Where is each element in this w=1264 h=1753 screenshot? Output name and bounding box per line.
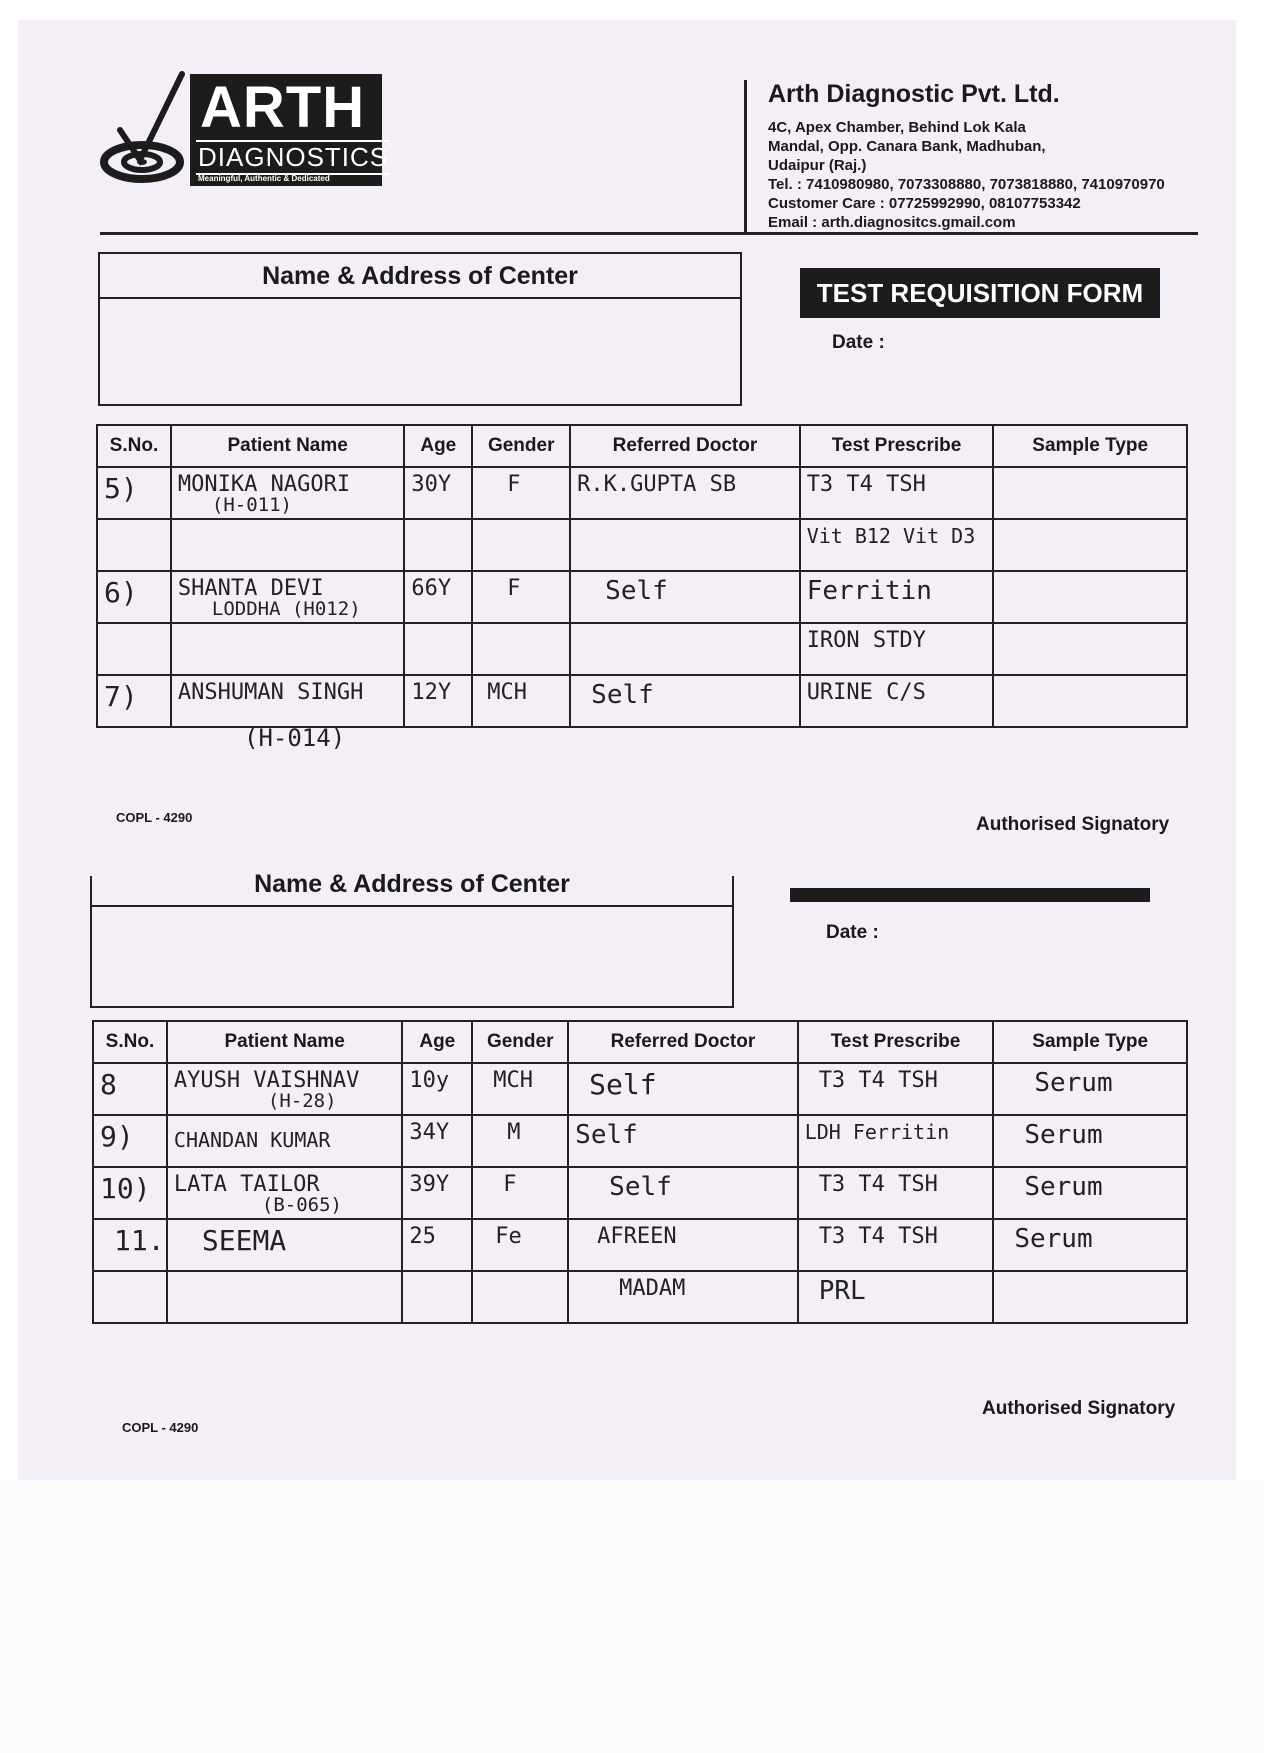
logo-tagline: Meaningful, Authentic & Dedicated: [198, 174, 330, 183]
cell-patient-name: MONIKA NAGORI (H-011): [171, 467, 404, 519]
cell-patient-name: [171, 519, 404, 571]
cell-sample: [993, 623, 1187, 675]
center-box-divider: [100, 297, 740, 299]
col-age: Age: [402, 1021, 472, 1063]
col-referred-doctor: Referred Doctor: [568, 1021, 798, 1063]
cell-sample: Serum: [993, 1063, 1187, 1115]
scan-background: [0, 1480, 1264, 1753]
cell-sample: [993, 571, 1187, 623]
cell-sno: 11.: [93, 1219, 167, 1271]
cell-age: 34Y: [402, 1115, 472, 1167]
cell-doctor: MADAM: [568, 1271, 798, 1323]
cell-patient-name: SHANTA DEVI LODDHA (H012): [171, 571, 404, 623]
cell-gender: F: [472, 571, 570, 623]
table-row: [93, 1115, 1187, 1167]
table-row: [93, 1063, 1187, 1115]
cell-age: [404, 623, 472, 675]
address-line: Mandal, Opp. Canara Bank, Madhuban,: [768, 138, 1046, 155]
company-name: Arth Diagnostic Pvt. Ltd.: [768, 80, 1060, 108]
cell-test: T3 T4 TSH: [798, 1219, 994, 1271]
cell-gender: [472, 623, 570, 675]
cell-patient-name: [171, 623, 404, 675]
cell-doctor: AFREEN: [568, 1219, 798, 1271]
logo-wordmark: [190, 74, 389, 186]
cell-test: T3 T4 TSH: [798, 1063, 994, 1115]
cell-gender: F: [472, 1167, 568, 1219]
cell-test: IRON STDY: [800, 623, 994, 675]
cell-doctor: Self: [568, 1115, 798, 1167]
table-row: [97, 571, 1187, 623]
cell-doctor: Self: [568, 1063, 798, 1115]
cell-sno: 8: [93, 1063, 167, 1115]
cell-sample: [993, 675, 1187, 727]
col-test-prescribe: Test Prescribe: [798, 1021, 994, 1063]
cell-sample: [993, 467, 1187, 519]
table-row: [97, 467, 1187, 519]
cell-test: T3 T4 TSH: [798, 1167, 994, 1219]
col-gender: Gender: [472, 1021, 568, 1063]
cell-sample: [993, 1271, 1187, 1323]
form-code: COPL - 4290: [116, 810, 193, 825]
logo-sub: DIAGNOSTICS: [196, 140, 390, 175]
form-title: TEST REQUISITION FORM: [800, 268, 1160, 318]
cell-sno: [97, 623, 171, 675]
cell-sample: Serum: [993, 1115, 1187, 1167]
table-row: [97, 675, 1187, 727]
col-sno: S.No.: [97, 425, 171, 467]
cell-sample: [993, 519, 1187, 571]
cell-sno: 6): [97, 571, 171, 623]
cell-gender: M: [472, 1115, 568, 1167]
table-header-row: [97, 425, 1187, 467]
logo-brand: ARTH: [200, 75, 366, 140]
table-row: [93, 1167, 1187, 1219]
col-gender: Gender: [472, 425, 570, 467]
cell-test: T3 T4 TSH: [800, 467, 994, 519]
cell-doctor: Self: [568, 1167, 798, 1219]
cell-doctor: Self: [570, 675, 800, 727]
cell-patient-name: LATA TAILOR (B-065): [167, 1167, 402, 1219]
cell-patient-name: SEEMA: [167, 1219, 402, 1271]
col-referred-doctor: Referred Doctor: [570, 425, 800, 467]
col-patient-name: Patient Name: [167, 1021, 402, 1063]
requisition-table: [96, 424, 1188, 728]
col-patient-name: Patient Name: [171, 425, 404, 467]
col-sample-type: Sample Type: [993, 425, 1187, 467]
form-title-bar: [790, 888, 1150, 902]
cell-doctor: [570, 623, 800, 675]
form-code: COPL - 4290: [122, 1420, 199, 1435]
center-address-box: [90, 870, 734, 1008]
col-sample-type: Sample Type: [993, 1021, 1187, 1063]
cell-gender: [472, 519, 570, 571]
cell-sno: 10): [93, 1167, 167, 1219]
cell-gender: [472, 1271, 568, 1323]
address-line: 4C, Apex Chamber, Behind Lok Kala: [768, 119, 1026, 136]
center-address-box: [98, 252, 742, 406]
cell-sample: Serum: [993, 1219, 1187, 1271]
cell-age: [402, 1271, 472, 1323]
cell-patient-name: AYUSH VAISHNAV (H-28): [167, 1063, 402, 1115]
cell-gender: Fe: [472, 1219, 568, 1271]
phone-line: Tel. : 7410980980, 7073308880, 7073818880, 7410970970: [768, 176, 1165, 193]
cell-test: URINE C/S: [800, 675, 994, 727]
center-box-title: Name & Address of Center: [254, 870, 570, 898]
table-row: [93, 1271, 1187, 1323]
authorised-signatory: Authorised Signatory: [976, 814, 1170, 835]
cell-test: Vit B12 Vit D3: [800, 519, 994, 571]
email-line: Email : arth.diagnositcs.gmail.com: [768, 214, 1016, 231]
authorised-signatory: Authorised Signatory: [982, 1398, 1176, 1419]
cell-sno: 9): [93, 1115, 167, 1167]
target-check-icon: [100, 70, 190, 190]
cell-gender: F: [472, 467, 570, 519]
cell-age: 30Y: [404, 467, 472, 519]
cell-sno: [97, 519, 171, 571]
cell-test: Ferritin: [800, 571, 994, 623]
cell-doctor: [570, 519, 800, 571]
cell-sno: 7): [97, 675, 171, 727]
col-sno: S.No.: [93, 1021, 167, 1063]
cell-patient-name: ANSHUMAN SINGH: [171, 675, 404, 727]
col-age: Age: [404, 425, 472, 467]
cell-age: 66Y: [404, 571, 472, 623]
cell-gender: MCH: [472, 675, 570, 727]
cell-patient-name: [167, 1271, 402, 1323]
cell-gender: MCH: [472, 1063, 568, 1115]
cell-sno: [93, 1271, 167, 1323]
table-row: [97, 519, 1187, 571]
date-label: Date :: [832, 332, 885, 353]
cell-age: 10y: [402, 1063, 472, 1115]
header-rule: [100, 232, 1198, 235]
cell-test: LDH Ferritin: [798, 1115, 994, 1167]
header-divider: [744, 80, 747, 235]
cell-sample: Serum: [993, 1167, 1187, 1219]
address-line: Udaipur (Raj.): [768, 157, 867, 174]
table-header-row: [93, 1021, 1187, 1063]
cell-age: 25: [402, 1219, 472, 1271]
table-row: [93, 1219, 1187, 1271]
cell-age: 39Y: [402, 1167, 472, 1219]
table-row: [97, 623, 1187, 675]
cell-age: [404, 519, 472, 571]
col-test-prescribe: Test Prescribe: [800, 425, 994, 467]
company-address: [768, 118, 1165, 232]
cell-sno: 5): [97, 467, 171, 519]
center-box-divider: [92, 905, 732, 907]
date-label: Date :: [826, 922, 879, 943]
center-box-title: Name & Address of Center: [262, 262, 578, 290]
handwritten-note: (H-014): [244, 724, 346, 752]
customer-care-line: Customer Care : 07725992990, 08107753342: [768, 195, 1081, 212]
company-logo: [100, 70, 390, 190]
cell-doctor: R.K.GUPTA SB: [570, 467, 800, 519]
cell-test: PRL: [798, 1271, 994, 1323]
cell-patient-name: CHANDAN KUMAR: [167, 1115, 402, 1167]
cell-doctor: Self: [570, 571, 800, 623]
requisition-table: [92, 1020, 1188, 1324]
cell-age: 12Y: [404, 675, 472, 727]
